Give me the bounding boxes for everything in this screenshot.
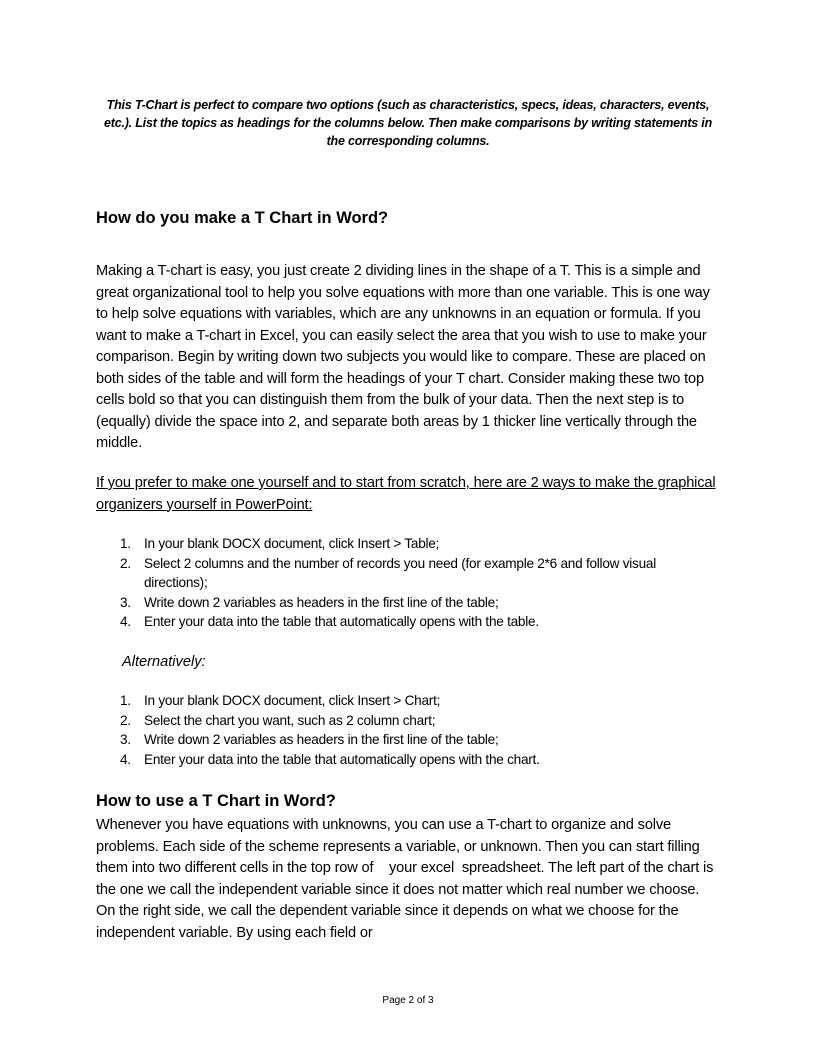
list-item-number: 4. [120,751,131,767]
list-item-number: 3. [120,732,131,747]
section-heading-make-t-chart: How do you make a T Chart in Word? [96,209,389,227]
list-item-text: Write down 2 variables as headers in the first line of the table; [144,732,499,747]
list-item-number: 2. [120,712,131,728]
list-item [96,534,720,554]
list-item-text: Enter your data into the table that automatically opens with the chart. [144,751,540,767]
paragraph-start-from-scratch: If you prefer to make one yourself and to start from scratch, here are 2 ways to make the graphical organizers yourself in PowerPoint: [96,475,716,513]
list-item [96,593,720,613]
steps-list-chart [96,691,720,769]
list-item-text: In your blank DOCX document, click Insert > Chart; [144,693,441,708]
list-item-number: 1. [120,693,131,708]
list-item [96,730,720,750]
list-item-text: Enter your data into the table that automatically opens with the table. [144,614,539,629]
list-item [96,554,720,593]
list-item [96,711,720,731]
paragraph-making-t-chart: Making a T-chart is easy, you just create 2 dividing lines in the shape of a T. This is a simple and great organizational tool to help you solve equations with more than one variable. This is one way to help solve equations with variables, which are any unknowns in an equation or formula. If you want to make a T-chart in Excel, you can easily select the area that you wish to use to make your comparison. Begin by writing down two subjects you would like to compare. These are placed on both sides of the table and will form the headings of your T chart. Consider making these two top cells bold so that you can distinguish them from the bulk of your data. Then the next step is to (equally) divide the space into 2, and separate both areas by 1 thicker line vertically through the middle. [96,263,710,451]
list-item-number: 1. [120,536,131,551]
list-item-text: Write down 2 variables as headers in the first line of the table; [144,594,499,610]
list-item-number: 4. [120,614,131,629]
list-item-text: Select 2 columns and the number of records you need (for example 2*6 and follow visual directions); [144,555,656,590]
intro-note: This T-Chart is perfect to compare two options (such as characteristics, specs, ideas, characters, events, etc.). List the topics as headings for the columns below. Then make comparisons by writing statements in the corresponding columns. [103,98,713,148]
list-item-text: In your blank DOCX document, click Insert > Table; [144,536,440,551]
list-item [96,750,720,770]
list-item-number: 3. [120,594,131,610]
steps-list-table [96,534,720,632]
list-item-text: Select the chart you want, such as 2 column chart; [144,712,436,728]
list-item-number: 2. [120,555,131,571]
list-item [96,691,720,711]
section-heading-use-t-chart: How to use a T Chart in Word? [96,792,336,810]
list-item [96,612,720,632]
page-number-footer: Page 2 of 3 [382,995,434,1006]
alternatively-label: Alternatively: [122,654,206,670]
paragraph-using-t-chart: Whenever you have equations with unknowns, you can use a T-chart to organize and solve problems. Each side of the scheme represents a variable, or unknown. Then you can start filling them into two different cells in the top row of your excel spreadsheet. The left part of the chart is the one we call the independent variable since it does not matter which real number we choose. On the right side, we call the dependent variable since it depends on what we choose for the independent variable. By using each field or [96,817,718,941]
